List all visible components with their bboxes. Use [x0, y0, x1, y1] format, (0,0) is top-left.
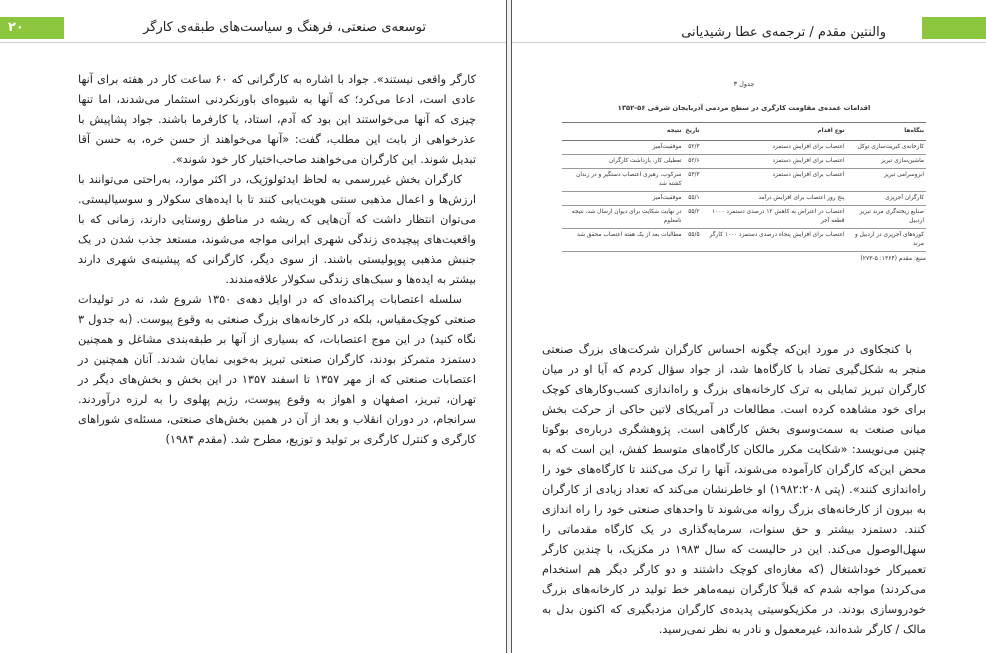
- table-row: [562, 169, 926, 192]
- table-header-row: [562, 123, 926, 141]
- table-cell: ماشین‌سازی تبریز: [847, 155, 926, 169]
- table-cell: ۵۳/۳: [684, 169, 702, 192]
- table-cell: اعتصاب برای افزایش دستمزد: [702, 169, 847, 192]
- table-row: [562, 206, 926, 229]
- table-cell: سرکوب، رهبری اعتصاب دستگیر و در زندان کشته شد: [562, 169, 684, 192]
- table-row: [562, 229, 926, 252]
- page-number-badge: ۲۰: [0, 17, 64, 39]
- column-header: نتیجه: [562, 123, 684, 141]
- table-row: [562, 155, 926, 169]
- table-cell: موفقیت‌آمیز: [562, 192, 684, 206]
- table-cell: ۵۲/۶: [684, 155, 702, 169]
- right-page: [512, 0, 986, 653]
- table-source: منبع: مقدم (۱۳۶۴: ۵-۲۷۳): [860, 255, 926, 262]
- left-body-text: [78, 70, 476, 450]
- paragraph: سلسله اعتصابات پراکنده‌ای که در اوایل دهه‌ی ۱۳۵۰ شروع شد، نه در تولیدات صنعتی کوچک‌مقیاس، بلکه در کارخانه‌های بزرگ صنعتی به وقوع پیوست. (به جدول ۳ نگاه کنید) در این موج اعتصابات، که بسیاری از آنها بر طبقه‌بندی مشاغل و همچنین دستمزد متمرکز بودند، کارگران صنعتی تبریز به‌خوبی نمایان شدند. آنان همچنین در اعتصابات صنعتی که از مهر ۱۳۵۷ تا اسفند ۱۳۵۷ در این بخش و بخش‌های دیگر در تهران، تبریز، اصفهان و اهواز به وقوع پیوست، رژیم پهلوی را به لرزه درآوردند. سرانجام، در دوران انقلاب و بعد از آن در همین بخش‌های صنعتی، مسئله‌ی شوراهای کارگری و کنترل کارگری بر تولید و توزیع، مطرح شد. (مقدم ۱۹۸۴): [78, 293, 476, 446]
- page-number-badge: [922, 17, 986, 39]
- table-cell: تعطیلی کار، بازداشت کارگران: [562, 155, 684, 169]
- column-header: بنگاه‌ها: [847, 123, 926, 141]
- paragraph: کارگر واقعی نیستند». جواد با اشاره به کارگرانی که ۶۰ ساعت کار در هفته برای آنها عادی است، ادعا می‌کرد؛ که آنها به شیوه‌ای باورنکردنی استثمار می‌شدند، اما تنها چیزی که آنها می‌خواستند این بود که آدم، استاد، یا کارفرما باشند. جواد پشاپیش با عذرخواهی از بابت این مطلب، گفت: «آنها می‌خواهند از حسن خره، به حسن آقا تبدیل شوند. این کارگران می‌خواهند صاحب‌اختیار کار خود شوند».: [78, 73, 476, 166]
- table-label: جدول ۳: [733, 80, 755, 88]
- table-cell: در نهایت شکایت برای دیوان ارسال شد، نتیجه نامعلوم: [562, 206, 684, 229]
- table-cell: ۵۵/۵: [684, 229, 702, 252]
- right-running-title: والنتین مقدم / ترجمه‌ی عطا رشیدیانی: [681, 25, 886, 40]
- column-header: نوع اقدام: [702, 123, 847, 141]
- table-cell: کارخانه‌ی کبریت‌سازی توکل: [847, 141, 926, 155]
- table-cell: موفقیت‌آمیز: [562, 141, 684, 155]
- table-cell: پنج روز اعتصاب برای افزایش درآمد: [702, 192, 847, 206]
- table-row: [562, 141, 926, 155]
- table-cell: ۵۵/۲: [684, 206, 702, 229]
- table-cell: کوره‌های آجرپزی در اردبیل و مرند: [847, 229, 926, 252]
- table-cell: ابزوسرامی تبریز: [847, 169, 926, 192]
- table-cell: اعتصاب برای افزایش پنجاه درصدی دستمزد ۱۰۰۰ کارگر: [702, 229, 847, 252]
- left-running-title: توسعه‌ی صنعتی، فرهنگ و سیاست‌های طبقه‌ی کارگر: [143, 20, 426, 35]
- table-cell: ۵۲/۳: [684, 141, 702, 155]
- right-body-text: [542, 340, 926, 640]
- table-caption: اقدامات عمده‌ی مقاومت کارگری در سطح مردمی آذربایجان شرقی ۵۶-۱۳۵۲: [617, 104, 871, 112]
- right-page-header: [512, 17, 986, 43]
- paragraph: کارگران بخش غیررسمی به لحاظ ایدئولوژیک، در اکثر موارد، به‌راحتی می‌توانند با ارزش‌ها و اعمال مذهبی سنتی هویت‌یابی کنند تا با ایده‌های سکولار و سوسیالیستی. می‌توان انتظار داشت که آن‌هایی که ریشه در مناطق روستایی دارند، زمانی که با واقعیت‌های پیچیده‌ی زندگی شهری ایرانی مواجه می‌شوند، مستعد جذب شدن در یک جنبش مذهبی پوپولیستی باشند. از سوی دیگر، کارگرانی که پیشینه‌ی شهری دارند بیشتر به ایده‌ها و سبک‌های زندگی سکولار علاقه‌مندند.: [78, 173, 476, 286]
- table-cell: کارگران آجرپزی: [847, 192, 926, 206]
- table-cell: صنایع ریخته‌گری مرند تبریز اردبیل: [847, 206, 926, 229]
- resistance-table: [562, 122, 926, 252]
- left-page-header: [0, 17, 506, 43]
- table-cell: اعتصاب برای افزایش دستمزد: [702, 155, 847, 169]
- paragraph: با کنجکاوی در مورد این‌که چگونه احساس کارگران شرکت‌های بزرگ صنعتی منجر به شکل‌گیری تضاد با کارگاه‌ها شد، از جواد سؤال کردم که آیا او در میان کارگران تبریز تمایلی به ترک کارخانه‌های بزرگ و راه‌اندازی کسب‌وکارهای کوچک برای خود مشاهده کرده است. مطالعات در آمریکای لاتین حاکی از حرکت بخش میانی صنعت به سمت‌وسوی بخش کارگاهی است. پژوهشگری درباره‌ی بوگوتا چنین می‌نویسد: «شکایت مکرر مالکان کارگاه‌های متوسط کفش، این است که به محض این‌که کارگران کارآموده می‌شوند، آنها را ترک می‌کنند تا کارگاه‌های خود را راه‌اندازی کنند». (پتی ۱۹۸۲:۲۰۸) او خاطرنشان می‌کند که تعداد زیادی از کارگران به بیرون از کارخانه‌های بزرگ روانه می‌شوند تا واحدهای صنعتی خود را راه اندازی کنند. دستمزد بیشتر و حق سنوات، سرمایه‌گذاری در یک کارگاه مقدماتی را سهل‌الوصول می‌کند. این در حالیست که سال ۱۹۸۳ در مکزیک، با چندین کارگر تعمیرکار خوداشتغال (که مغازه‌ای کوچک داشتند و دو کارگر دیگر هم استخدام می‌کردند) مواجه شدم که قبلاً کارگران نیمه‌ماهر خط تولید در کارخانه‌های بزرگ خودروسازی بودند. در مکزیکوسیتی پدیده‌ی کارگران مزدبگیری که اکنون بدل به مالک / کارگر شده‌اند، غیرمعمول و نادر به نظر نمی‌رسید.: [542, 343, 927, 636]
- table-cell: اعتصاب برای افزایش دستمزد: [702, 141, 847, 155]
- table-cell: ۵۵/۱: [684, 192, 702, 206]
- table-row: [562, 192, 926, 206]
- column-header: تاریخ: [684, 123, 702, 141]
- table-cell: اعتصاب در اعتراض به کاهش ۱۲ درصدی دستمزد ۱۰۰۰ قطعه آجر: [702, 206, 847, 229]
- table-3: [562, 80, 926, 262]
- table-cell: مطالبات بعد از یک هفته اعتصاب محقق شد: [562, 229, 684, 252]
